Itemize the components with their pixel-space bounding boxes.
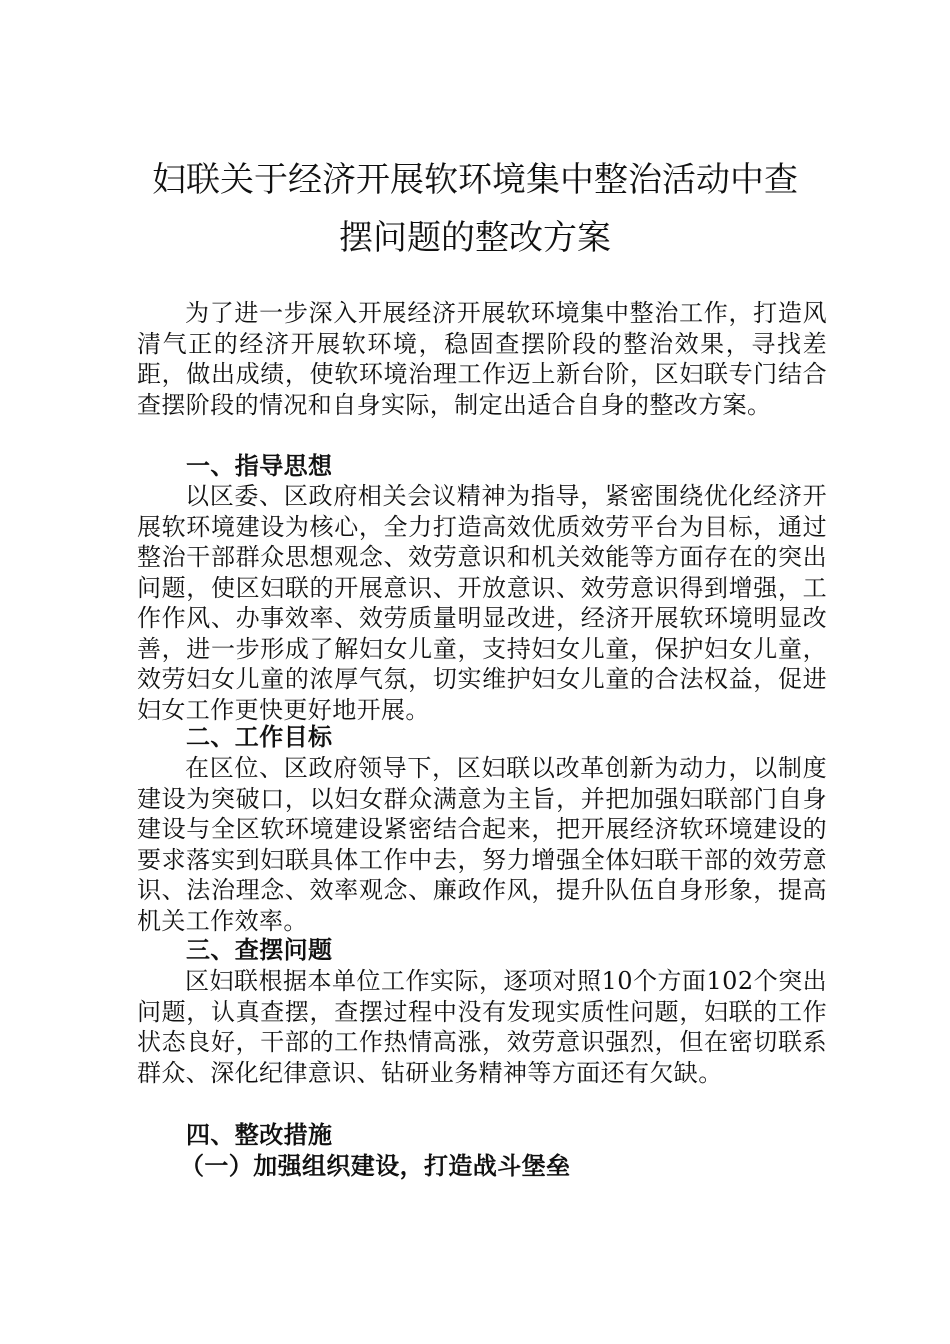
document-title-line-1: 妇联关于经济开展软环境集中整治活动中查 [152, 160, 798, 200]
section-heading-rectification-measures: 四、整改措施 [186, 1120, 333, 1149]
section-body-work-goals: 在区位、区政府领导下，区妇联以改革创新为动力，以制度建设为突破口，以妇女群众满意为主旨，并把加强妇联部门自身建设与全区软环境建设紧密结合起来，把开展经济软环境建设的要求落实到妇联具体工作中去，努力增强全体妇联干部的效劳意识、法治理念、效率观念、廉政作风，提升队伍自身形象，提高机关工作效率。 [137, 754, 827, 935]
intro-paragraph: 为了进一步深入开展经济开展软环境集中整治工作，打造风清气正的经济开展软环境，稳固查摆阶段的整治效果，寻找差距，做出成绩，使软环境治理工作迈上新台阶，区妇联专门结合查摆阶段的情况和自身实际，制定出适合自身的整改方案。 [137, 299, 827, 419]
section-body-guiding-ideology: 以区委、区政府相关会议精神为指导，紧密围绕优化经济开展软环境建设为核心，全力打造高效优质效劳平台为目标，通过整治干部群众思想观念、效劳意识和机关效能等方面存在的突出问题，使区妇联的开展意识、开放意识、效劳意识得到增强，工作作风、办事效率、效劳质量明显改进，经济开展软环境明显改善，进一步形成了解妇女儿童，支持妇女儿童，保护妇女儿童，效劳妇女儿童的浓厚气氛，切实维护妇女儿童的合法权益，促进妇女工作更快更好地开展。 [137, 482, 827, 724]
section-body-identify-problems: 区妇联根据本单位工作实际，逐项对照10个方面102个突出问题，认真查摆，查摆过程中没有发现实质性问题，妇联的工作状态良好，干部的工作热情高涨，效劳意识强烈，但在密切联系群众、深化纪律意识、钻研业务精神等方面还有欠缺。 [137, 967, 827, 1087]
document-title-line-2: 摆问题的整改方案 [339, 218, 611, 258]
sub-heading-organization-building: （一）加强组织建设，打造战斗堡垒 [180, 1151, 571, 1180]
section-heading-work-goals: 二、工作目标 [186, 722, 333, 751]
section-heading-guiding-ideology: 一、指导思想 [186, 451, 333, 480]
section-heading-identify-problems: 三、查摆问题 [186, 935, 333, 964]
